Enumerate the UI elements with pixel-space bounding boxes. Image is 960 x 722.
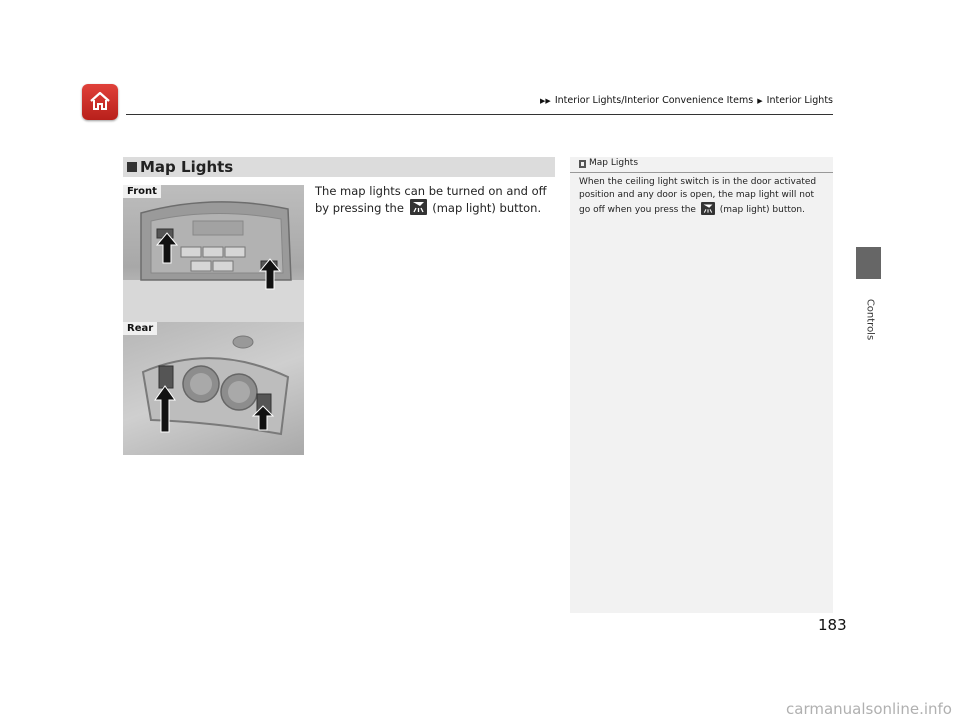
note-marker-icon	[579, 160, 586, 168]
note-text-end: (map light) button.	[719, 205, 805, 215]
rear-map-light-photo	[123, 322, 304, 455]
front-label: Front	[123, 185, 161, 198]
header-rule	[126, 114, 833, 115]
side-note-title: Map Lights	[589, 158, 639, 168]
section-header	[123, 157, 555, 177]
map-light-icon	[410, 199, 427, 215]
section-tab[interactable]	[856, 247, 881, 279]
side-note-header	[570, 157, 833, 173]
breadcrumb	[539, 95, 833, 106]
side-note-text	[579, 176, 827, 217]
front-map-light-photo	[123, 185, 304, 322]
breadcrumb-arrow-icon: ▶▶	[540, 97, 551, 105]
page-number: 183	[818, 616, 847, 634]
map-light-icon	[701, 202, 715, 215]
breadcrumb-arrow-icon: ▶	[757, 97, 763, 105]
breadcrumb-current[interactable]: Interior Lights	[766, 95, 833, 106]
home-icon	[89, 90, 111, 112]
note-text-start: When the ceiling light switch is in the door activated position and any door is open, the map light will not go off when you press the	[579, 177, 817, 215]
section-title: Map Lights	[140, 158, 234, 176]
rear-label: Rear	[123, 322, 157, 335]
breadcrumb-link-parent[interactable]: Interior Lights/Interior Convenience Items	[554, 95, 754, 106]
body-text-start: The map lights can be turned on and off by pressing the	[315, 184, 547, 215]
watermark: carmanualsonline.info	[786, 700, 952, 718]
body-text-end: (map light) button.	[432, 201, 542, 215]
section-tab-label: Controls	[864, 298, 876, 341]
body-paragraph	[315, 183, 555, 216]
section-square-icon	[127, 162, 137, 172]
side-note	[570, 157, 833, 613]
home-button[interactable]	[82, 84, 118, 120]
